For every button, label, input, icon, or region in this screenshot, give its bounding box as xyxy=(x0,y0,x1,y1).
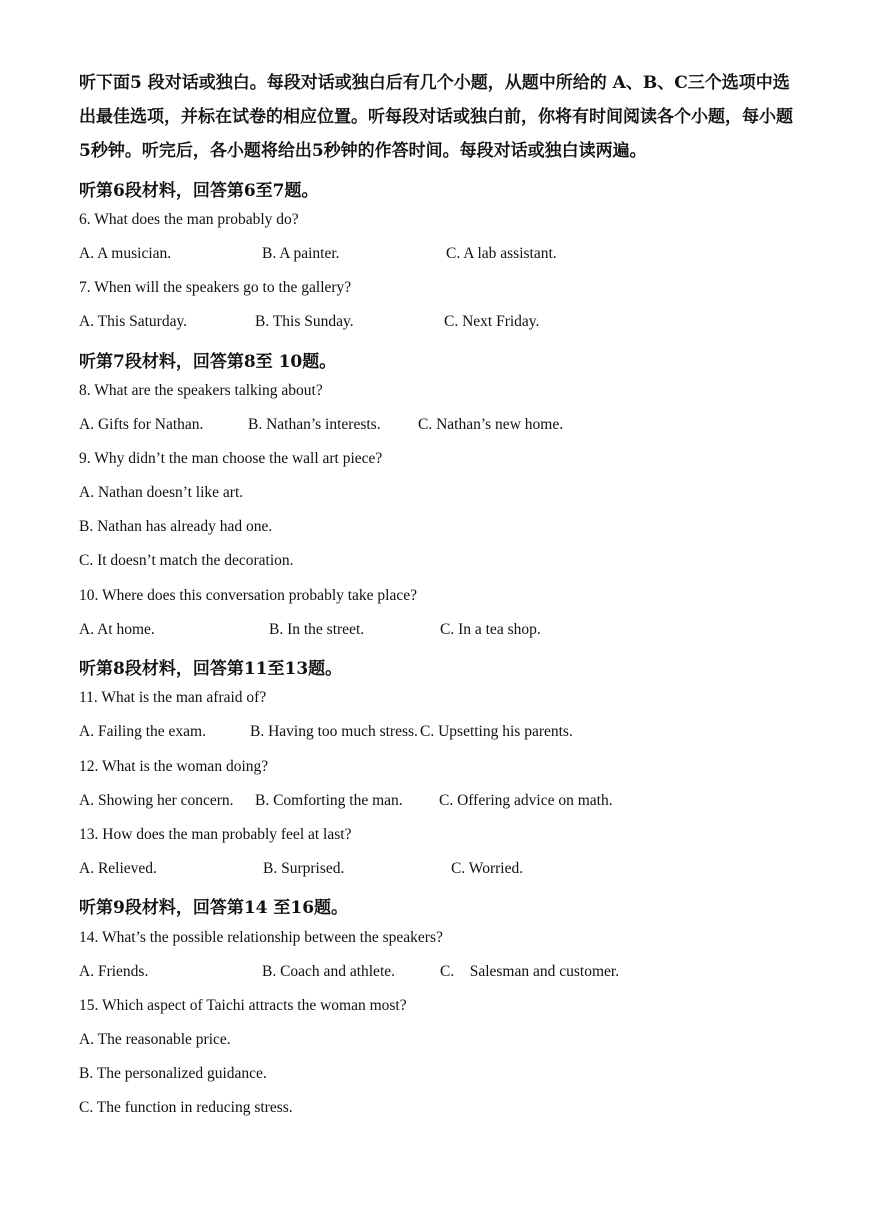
section-heading: 听第7段材料，回答第8至 10题。 xyxy=(79,352,337,372)
option-a: A. Showing her concern. xyxy=(79,792,234,809)
option-a: A. A musician. xyxy=(79,245,172,262)
question-stem: 8. What are the speakers talking about? xyxy=(79,382,323,399)
question-stem: 6. What does the man probably do? xyxy=(79,211,299,228)
option-a: A. This Saturday. xyxy=(79,313,188,330)
option-b: B. The personalized guidance. xyxy=(79,1065,267,1082)
option-b: B. Nathan’s interests. xyxy=(248,416,381,433)
option-c: C. Upsetting his parents. xyxy=(420,723,573,740)
option-c: C. In a tea shop. xyxy=(440,621,541,638)
question-stem: 9. Why didn’t the man choose the wall art piece? xyxy=(79,450,383,467)
option-c: C. The function in reducing stress. xyxy=(79,1099,293,1116)
section-heading: 听第6段材料，回答第6至7题。 xyxy=(79,181,319,201)
option-b: B. A painter. xyxy=(262,245,340,262)
option-b: B. Having too much stress. xyxy=(250,723,418,740)
question-stem: 7. When will the speakers go to the gallery? xyxy=(79,279,352,296)
option-c: C. A lab assistant. xyxy=(446,245,557,262)
option-b: B. Nathan has already had one. xyxy=(79,518,273,535)
question-stem: 10. Where does this conversation probably take place? xyxy=(79,587,418,604)
option-c: C. Offering advice on math. xyxy=(439,792,613,809)
option-b: B. This Sunday. xyxy=(255,313,354,330)
option-b: B. In the street. xyxy=(269,621,365,638)
section-heading: 听第8段材料，回答第11至13题。 xyxy=(79,659,343,679)
section-heading: 听第9段材料，回答第14 至16题。 xyxy=(79,898,349,918)
question-stem: 15. Which aspect of Taichi attracts the woman most? xyxy=(79,997,407,1014)
option-c: C. Nathan’s new home. xyxy=(418,416,564,433)
option-a: A. Failing the exam. xyxy=(79,723,206,740)
option-a: A. At home. xyxy=(79,621,155,638)
section-instructions: 听下面5 段对话或独白。每段对话或独白后有几个小题，从题中所给的 A、B、C三个选项中选出最佳选项，并标在试卷的相应位置。听每段对话或独白前，你将有时间阅读各个小题，每小题5秒钟。听完后，各小题将给出5秒钟的作答时间。每段对话或独白读两遍。 xyxy=(79,73,793,161)
option-c: C. It doesn’t match the decoration. xyxy=(79,552,294,569)
option-b: B. Surprised. xyxy=(263,860,345,877)
option-c: C. Next Friday. xyxy=(444,313,540,330)
question-stem: 11. What is the man afraid of? xyxy=(79,689,267,706)
option-a: A. Nathan doesn’t like art. xyxy=(79,484,244,501)
option-c: C. Worried. xyxy=(451,860,524,877)
option-a: A. The reasonable price. xyxy=(79,1031,231,1048)
question-stem: 14. What’s the possible relationship between the speakers? xyxy=(79,929,443,946)
option-a: A. Relieved. xyxy=(79,860,157,877)
question-stem: 12. What is the woman doing? xyxy=(79,758,269,775)
question-stem: 13. How does the man probably feel at last? xyxy=(79,826,352,843)
option-a: A. Gifts for Nathan. xyxy=(79,416,204,433)
option-a: A. Friends. xyxy=(79,963,149,980)
option-b: B. Coach and athlete. xyxy=(262,963,395,980)
option-c: C. Salesman and customer. xyxy=(440,963,620,980)
option-b: B. Comforting the man. xyxy=(255,792,403,809)
